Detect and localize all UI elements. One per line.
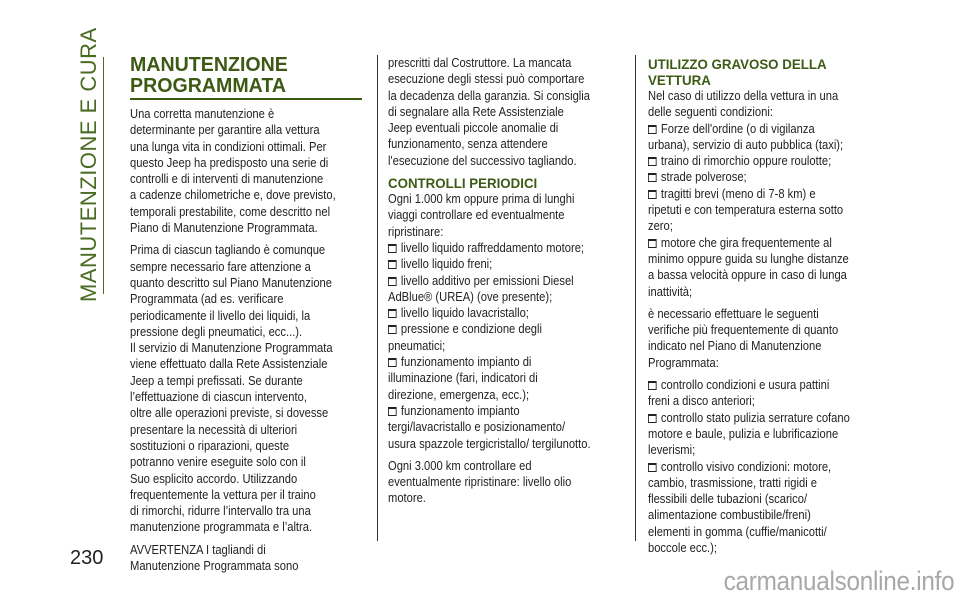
text: Nel caso di utilizzo della vettura in una bbox=[648, 88, 839, 103]
paragraph bbox=[648, 88, 888, 121]
text: livello liquido raffreddamento motore; bbox=[400, 239, 585, 255]
text-line bbox=[388, 120, 594, 136]
text: inattività; bbox=[648, 283, 693, 299]
text-line bbox=[648, 507, 854, 523]
paragraph bbox=[130, 106, 365, 236]
checkbox-bullet-icon bbox=[648, 414, 657, 423]
text: leverismi; bbox=[648, 442, 696, 458]
text: freni a disco anteriori; bbox=[648, 393, 755, 409]
text: pressione e condizione degli bbox=[400, 321, 542, 337]
list-item bbox=[648, 153, 888, 169]
text-line bbox=[388, 136, 594, 152]
text-line bbox=[648, 377, 854, 393]
text-line bbox=[648, 153, 854, 169]
text: presentare la necessità di ulteriori bbox=[130, 421, 298, 437]
text: ripristinare: bbox=[388, 223, 444, 239]
text: MANUTENZIONE bbox=[130, 54, 288, 76]
text-line bbox=[388, 55, 594, 71]
text: livello additivo per emissioni Diesel bbox=[400, 272, 574, 288]
text-line bbox=[388, 240, 594, 256]
checkbox-bullet-icon bbox=[388, 325, 397, 334]
text: prescritti dal Costruttore. La mancata bbox=[388, 55, 572, 70]
text: motore e baule, pulizia e lubrificazione bbox=[648, 425, 839, 441]
text: urbana), servizio di auto pubblica (taxi); bbox=[648, 136, 844, 152]
text: viaggi controllare ed eventualmente bbox=[388, 207, 565, 223]
text: temporali prestabilite, come descritto nel bbox=[130, 203, 331, 219]
text: Programmata (ad es. verificare bbox=[130, 291, 284, 307]
text-line bbox=[130, 542, 332, 558]
text: è necessario effettuare le seguenti bbox=[648, 305, 819, 321]
text-line bbox=[388, 175, 616, 191]
text-line bbox=[648, 72, 876, 88]
checkbox-bullet-icon bbox=[648, 190, 657, 199]
text-line bbox=[648, 410, 854, 426]
text-line bbox=[388, 419, 594, 435]
text: PROGRAMMATA bbox=[130, 75, 287, 97]
text-line bbox=[648, 306, 854, 322]
text-line bbox=[648, 121, 854, 137]
text: AdBlue® (UREA) (ove presente); bbox=[388, 288, 553, 304]
checkbox-bullet-icon bbox=[648, 239, 657, 248]
text-line bbox=[130, 422, 332, 438]
list-item bbox=[388, 240, 628, 256]
list-item bbox=[648, 121, 888, 154]
text: indicato nel Piano di Manutenzione bbox=[648, 338, 822, 354]
text: manutenzione programmata e l’altra. bbox=[130, 519, 313, 535]
text-line bbox=[388, 305, 594, 321]
text: la decadenza della garanzia. Si consiglia bbox=[388, 87, 591, 103]
list-item bbox=[648, 235, 888, 300]
text-line bbox=[388, 474, 594, 490]
checkbox-bullet-icon bbox=[388, 244, 397, 253]
text-line bbox=[130, 340, 332, 356]
text-line bbox=[130, 275, 332, 291]
text: l'esecuzione del successivo tagliando. bbox=[388, 152, 577, 168]
text-line bbox=[648, 169, 854, 185]
checkbox-bullet-icon bbox=[388, 309, 397, 318]
section-tab-rule bbox=[103, 57, 104, 294]
text: elementi in gomma (cuffie/manicotti/ bbox=[648, 523, 827, 539]
text: viene effettuato dalla Rete Assistenziale bbox=[130, 356, 328, 372]
text-line bbox=[388, 403, 594, 419]
text-line bbox=[130, 106, 332, 122]
text-line bbox=[388, 387, 594, 403]
text: periodicamente il livello dei liquidi, la bbox=[130, 307, 311, 323]
text: cambio, trasmissione, tratti rigidi e bbox=[648, 474, 818, 490]
paragraph bbox=[648, 306, 888, 371]
text-line bbox=[130, 503, 332, 519]
text-line bbox=[130, 187, 336, 203]
text-line bbox=[648, 355, 854, 371]
text: funzionamento, senza attendere bbox=[388, 136, 548, 152]
text: flessibili delle tubazioni (scarico/ bbox=[648, 491, 808, 507]
text-line bbox=[130, 76, 360, 97]
text-line bbox=[648, 186, 854, 202]
text: Piano di Manutenzione Programmata. bbox=[130, 220, 318, 236]
text-line bbox=[648, 284, 854, 300]
checkbox-bullet-icon bbox=[388, 277, 397, 286]
text-line bbox=[130, 519, 332, 535]
text-line bbox=[130, 55, 360, 76]
text: livello liquido lavacristallo; bbox=[400, 305, 529, 321]
text-line bbox=[648, 218, 854, 234]
text-line bbox=[388, 256, 594, 272]
checkbox-bullet-icon bbox=[648, 463, 657, 472]
text: Jeep eventuali piccole anomalie di bbox=[388, 120, 559, 136]
text-line bbox=[130, 171, 332, 187]
paragraph bbox=[388, 55, 628, 169]
checkbox-bullet-icon bbox=[388, 358, 397, 367]
text: boccole ecc.); bbox=[648, 540, 717, 556]
section-heading bbox=[388, 175, 628, 191]
text: a cadenze chilometriche e, dove previsto, bbox=[130, 187, 336, 203]
text: di segnalare alla Rete Assistenziale bbox=[388, 103, 564, 119]
text-line bbox=[388, 354, 594, 370]
text: usura spazzole tergicristallo/ tergilunotto. bbox=[388, 435, 591, 451]
text-line bbox=[388, 321, 594, 337]
text-line bbox=[648, 540, 854, 556]
text-line bbox=[130, 405, 332, 421]
text: motore. bbox=[388, 490, 426, 506]
list-item bbox=[388, 321, 628, 354]
text: sempre necessario fare attenzione a bbox=[130, 258, 311, 274]
text: direzione, emergenza, ecc.); bbox=[388, 386, 530, 402]
text-line bbox=[648, 393, 854, 409]
text: tragitti brevi (meno di 7-8 km) e bbox=[660, 185, 816, 201]
text-line bbox=[388, 273, 594, 289]
text: funzionamento impianto di bbox=[400, 354, 532, 370]
text: Suo esplicito accordo. Utilizzando bbox=[130, 470, 298, 486]
text-line bbox=[130, 324, 332, 340]
text: motore che gira frequentemente al bbox=[660, 234, 832, 250]
text-line bbox=[130, 291, 332, 307]
text-line bbox=[648, 137, 854, 153]
text-line bbox=[130, 259, 332, 275]
text-line bbox=[388, 71, 594, 87]
checkbox-bullet-icon bbox=[648, 173, 657, 182]
text: VETTURA bbox=[648, 72, 711, 88]
list-item bbox=[648, 186, 888, 235]
text-line bbox=[130, 487, 332, 503]
checkbox-bullet-icon bbox=[648, 157, 657, 166]
text-line bbox=[648, 442, 854, 458]
text: livello liquido freni; bbox=[400, 256, 493, 272]
text-line bbox=[648, 235, 854, 251]
list-item bbox=[648, 459, 888, 557]
text-line bbox=[130, 122, 332, 138]
text: verifiche più frequentemente di quanto bbox=[648, 322, 839, 338]
column-1 bbox=[130, 55, 365, 574]
list-item bbox=[648, 410, 888, 459]
checkbox-bullet-icon bbox=[648, 125, 657, 134]
text: Ogni 1.000 km oppure prima di lunghi bbox=[388, 191, 575, 207]
text-line bbox=[648, 338, 854, 354]
text: Forze dell'ordine (o di vigilanza bbox=[660, 120, 815, 136]
text: controllo condizioni e usura pattini bbox=[660, 377, 830, 393]
text: questo Jeep ha predisposto una serie di bbox=[130, 154, 329, 170]
text: frequentemente la vettura per il traino bbox=[130, 486, 316, 502]
page-title bbox=[130, 55, 365, 100]
text: Programmata: bbox=[648, 354, 719, 370]
text-line bbox=[648, 56, 876, 72]
column-3 bbox=[648, 56, 888, 556]
checkbox-bullet-icon bbox=[388, 260, 397, 269]
text-line bbox=[648, 88, 854, 104]
text-line bbox=[130, 139, 332, 155]
text: Prima di ciascun tagliando è comunque bbox=[130, 242, 326, 258]
text: minimo oppure guida su lunghe distanze bbox=[648, 250, 849, 266]
text-line bbox=[388, 338, 594, 354]
paragraph bbox=[388, 458, 628, 507]
watermark: carmanualsonline.info bbox=[723, 566, 954, 596]
list-item bbox=[648, 377, 888, 410]
text: eventualmente ripristinare: livello olio bbox=[388, 474, 572, 490]
column-divider bbox=[635, 55, 636, 541]
list-item bbox=[388, 273, 628, 306]
text-line bbox=[388, 207, 594, 223]
text: Manutenzione Programmata sono bbox=[130, 558, 299, 574]
text-line bbox=[388, 490, 594, 506]
text: potranno venire eseguite solo con il bbox=[130, 454, 306, 470]
text-line bbox=[648, 491, 854, 507]
text-line bbox=[648, 322, 854, 338]
text-line bbox=[648, 251, 854, 267]
text-line bbox=[130, 308, 332, 324]
text-line bbox=[648, 524, 854, 540]
text: ripetuti e con temperatura esterna sotto bbox=[648, 202, 844, 218]
text-line bbox=[648, 426, 854, 442]
text-line bbox=[130, 242, 332, 258]
text: alimentazione combustibile/freni) bbox=[648, 507, 811, 523]
section-heading bbox=[648, 56, 888, 88]
paragraph bbox=[388, 191, 628, 240]
text-line bbox=[388, 370, 594, 386]
list-item bbox=[388, 256, 628, 272]
text: traino di rimorchio oppure roulotte; bbox=[660, 153, 832, 169]
text: pneumatici; bbox=[388, 337, 446, 353]
text-line bbox=[130, 373, 332, 389]
text: di rimorchi, ridurre l’intervallo tra una bbox=[130, 503, 311, 519]
text-line bbox=[648, 267, 854, 283]
text-line bbox=[388, 88, 594, 104]
text-line bbox=[130, 356, 332, 372]
text: controlli e di interventi di manutenzione bbox=[130, 171, 324, 187]
text-line bbox=[648, 202, 854, 218]
text-line bbox=[648, 475, 854, 491]
text-line bbox=[130, 454, 332, 470]
checkbox-bullet-icon bbox=[648, 381, 657, 390]
text-line bbox=[130, 471, 332, 487]
list-item bbox=[388, 305, 628, 321]
text-line bbox=[388, 191, 594, 207]
text-line bbox=[648, 104, 854, 120]
text: CONTROLLI PERIODICI bbox=[388, 175, 538, 192]
text-line bbox=[130, 155, 332, 171]
text: a bassa velocità oppure in caso di lunga bbox=[648, 267, 847, 283]
text: strade polverose; bbox=[660, 169, 747, 185]
text-line bbox=[130, 389, 332, 405]
paragraph bbox=[130, 242, 365, 535]
text-line bbox=[388, 458, 594, 474]
text: l’effettuazione di ciascun intervento, bbox=[130, 389, 307, 405]
text-line bbox=[388, 104, 594, 120]
list-item bbox=[648, 169, 888, 185]
checkbox-bullet-icon bbox=[388, 407, 397, 416]
text-line bbox=[130, 220, 332, 236]
page-number: 230 bbox=[70, 547, 104, 569]
text-line bbox=[388, 224, 594, 240]
text: Jeep a tempi prefissati. Se durante bbox=[130, 372, 303, 388]
text: funzionamento impianto bbox=[400, 402, 520, 418]
text-line bbox=[130, 204, 332, 220]
text: tergi/lavacristallo e posizionamento/ bbox=[388, 419, 566, 435]
text-line bbox=[388, 153, 594, 169]
text: Ogni 3.000 km controllare ed bbox=[388, 457, 532, 473]
section-tab-label: MANUTENZIONE E CURA bbox=[76, 27, 101, 302]
text: oltre alle operazioni previste, si dovesse bbox=[130, 405, 329, 421]
text: Una corretta manutenzione è bbox=[130, 106, 275, 121]
text-line bbox=[388, 436, 594, 452]
text-line bbox=[388, 289, 594, 305]
text: delle seguenti condizioni: bbox=[648, 104, 773, 120]
text: zero; bbox=[648, 218, 673, 234]
text: sostituzioni o riparazioni, queste bbox=[130, 437, 290, 453]
text: UTILIZZO GRAVOSO DELLA bbox=[648, 56, 827, 72]
column-divider bbox=[377, 55, 378, 541]
list-item bbox=[388, 403, 628, 452]
text: pressione degli pneumatici, ecc...). bbox=[130, 323, 303, 339]
text: una lunga vita in condizioni ottimali. Per bbox=[130, 138, 327, 154]
column-2 bbox=[388, 55, 628, 507]
text: Il servizio di Manutenzione Programmata bbox=[130, 340, 333, 356]
text: illuminazione (fari, indicatori di bbox=[388, 370, 538, 386]
text: determinante per garantire alla vettura bbox=[130, 122, 320, 138]
text: esecuzione degli stessi può comportare bbox=[388, 71, 585, 87]
list-item bbox=[388, 354, 628, 403]
text: controllo visivo condizioni: motore, bbox=[660, 458, 832, 474]
section-tab bbox=[72, 27, 102, 302]
text-line bbox=[130, 558, 332, 574]
text-line bbox=[130, 438, 332, 454]
text: AVVERTENZA I tagliandi di bbox=[130, 541, 266, 557]
paragraph bbox=[130, 542, 365, 575]
title-underline bbox=[130, 98, 362, 100]
text: controllo stato pulizia serrature cofano bbox=[660, 409, 850, 425]
text: quanto descritto sul Piano Manutenzione bbox=[130, 274, 333, 290]
text-line bbox=[648, 459, 854, 475]
